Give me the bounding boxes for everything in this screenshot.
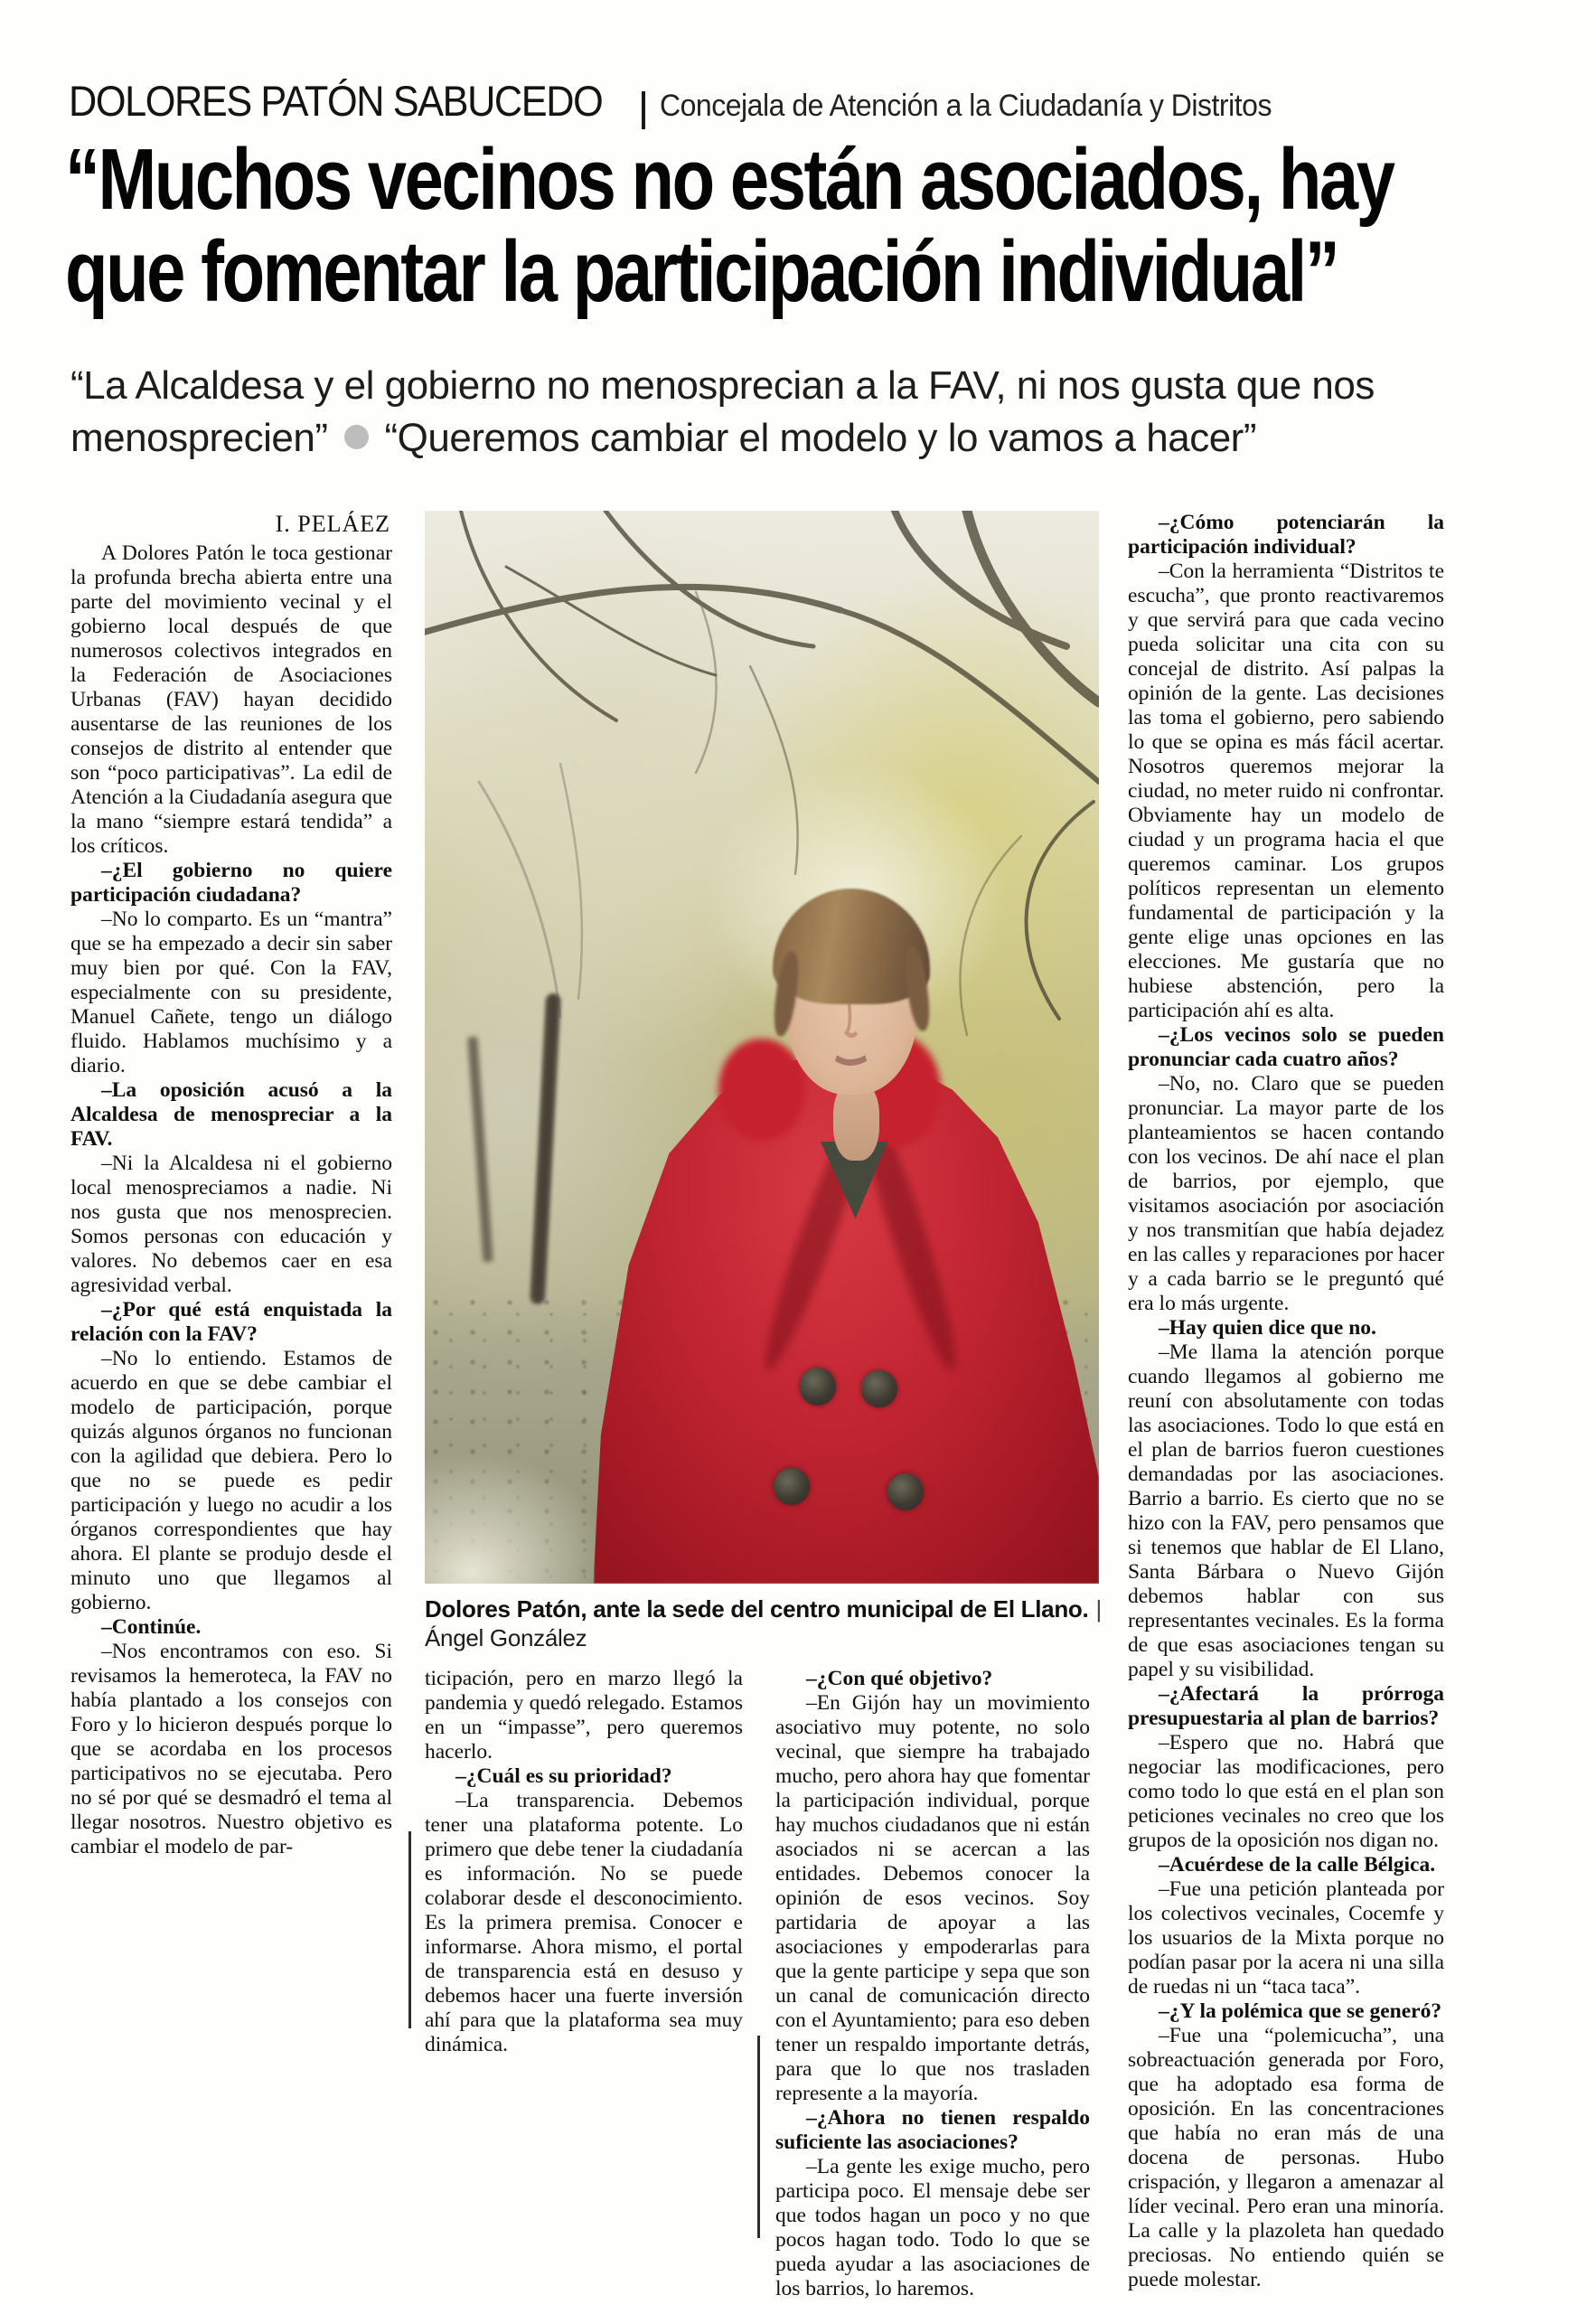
interview-answer: –No lo comparto. Es un “mantra” que se ha empezado a decir sin saber muy bien por qué. Con la FAV, especialmente con su presidente, Manuel Cañete, tengo un diálogo fluido. Hablamos muchísimo y a diario. bbox=[70, 908, 392, 1077]
interview-answer: –La gente les exige mucho, pero participa poco. El mensaje debe ser que todos hagan un poco y no que pocos hagan todo. Todo lo que se pueda ayudar a las asociaciones de los barrios, lo haremos. bbox=[775, 2155, 1090, 2300]
column-1-paragraphs bbox=[70, 541, 392, 1859]
interview-answer: –La transparencia. Debemos tener una plataforma potente. Lo primero que debe tener la ciudadanía es información. No se puede colaborar desde el desconocimiento. Es la primera premisa. Conocer e informarse. Ahora mismo, el portal de transparencia está en desuso y debemos hacer una fuerte inversión ahí para que la plataforma sea muy dinámica. bbox=[425, 1789, 743, 2056]
headline bbox=[65, 131, 1596, 320]
interview-question: –¿Cuál es su prioridad? bbox=[455, 1764, 672, 1788]
byline: I. PELÁEZ bbox=[275, 511, 390, 537]
interview-question: –¿Y la polémica que se generó? bbox=[1159, 1999, 1442, 2023]
interview-question: –¿Los vecinos solo se pueden pronunciar cada cuatro años? bbox=[1128, 1023, 1444, 1071]
interview-question: –La oposición acusó a la Alcaldesa de menospreciar a la FAV. bbox=[70, 1078, 392, 1151]
photo-dolores-paton bbox=[425, 511, 1099, 1584]
coat-button bbox=[774, 1468, 810, 1506]
text-column-2 bbox=[425, 1667, 743, 2057]
text-column-1 bbox=[70, 511, 392, 1859]
headline-line-2: que fomentar la participación individual” bbox=[65, 223, 1338, 320]
column-divider-rule bbox=[408, 1831, 411, 2028]
interview-answer: –Fue una petición planteada por los colectivos vecinales, Cocemfe y los usuarios de la Mixta porque no podían pasar por la acera ni una silla de ruedas ni un “taca taca”. bbox=[1128, 1877, 1444, 1999]
interview-question: –¿El gobierno no quiere participación ciudadana? bbox=[70, 859, 392, 907]
kicker bbox=[69, 76, 1310, 126]
photo-caption bbox=[425, 1594, 1139, 1652]
column-divider-rule bbox=[757, 2036, 760, 2238]
text-column-4 bbox=[1128, 511, 1444, 2292]
interview-question: –¿Por qué está enquistada la relación con la FAV? bbox=[70, 1298, 392, 1346]
coat-button bbox=[887, 1473, 924, 1511]
interview-answer: –No, no. Claro que se pueden pronunciar. La mayor parte de los planteamientos se hacen contando con los vecinos. De ahí nace el plan de barrios, por ejemplo, que visitamos asociación por asociación y nos transmitían que había dejadez en las calles y reparaciones por hacer y a cada barrio se le preguntó qué era lo más urgente. bbox=[1128, 1072, 1444, 1315]
intro-paragraph: A Dolores Patón le toca gestionar la profunda brecha abierta entre una parte del movimiento vecinal y el gobierno local después de que numerosos colectivos integrados en la Federación de Asociaciones Urbanas (FAV) hayan decidido ausentarse de las reuniones de los consejos de distrito al entender que son “poco participativas”. La edil de Atención a la Ciudadanía asegura que la mano “siempre estará tendida” a los críticos. bbox=[70, 541, 392, 858]
caption-text: Dolores Patón, ante la sede del centro municipal de El Llano. bbox=[425, 1595, 1089, 1623]
kicker-separator-bar bbox=[642, 91, 645, 129]
interview-answer: –En Gijón hay un movimiento asociativo muy potente, no solo vecinal, que siempre ha trabajado mucho, pero ahora hay que fomentar la participación individual, porque hay muchos ciudadanos que ni están asociados ni se acercan a las entidades. Debemos conocer la opinión de esos vecinos. Soy partidaria de apoyar a las asociaciones y empoderarlas para que la gente participe y sepa que son un canal de comunicación directo con el Ayuntamiento; para eso deben tener un respaldo importante detrás, para que lo que nos trasladen represente a la mayoría. bbox=[775, 1691, 1090, 2105]
subheadline-quote-1: “La Alcaldesa y el gobierno no menosprecian a la FAV, ni nos gusta que nos menosprecien” bbox=[70, 363, 1375, 460]
subheadline bbox=[70, 360, 1500, 465]
headline-line-1: “Muchos vecinos no están asociados, hay bbox=[65, 131, 1394, 228]
interview-question: –Hay quien dice que no. bbox=[1159, 1316, 1376, 1340]
interview-answer: –Fue una “polemicucha”, una sobreactuación generada por Foro, que ha adoptado esa forma de oposición. En las concentraciones que había no eran más de una docena de personas. Hubo crispación, y llegaron a amenazar al líder vecinal. Pero eran una minoría. La calle y la plazoleta han quedado preciosas. No entiendo quién se puede molestar. bbox=[1128, 2024, 1444, 2291]
column-2-paragraphs bbox=[425, 1667, 743, 2057]
text-column-3 bbox=[775, 1667, 1090, 2301]
coat-button bbox=[861, 1370, 897, 1408]
interview-answer: –Espero que no. Habrá que negociar las modificaciones, pero como todo lo que está en el plan son peticiones vecinales no creo que los grupos de la oposición nos digan no. bbox=[1128, 1731, 1444, 1852]
bullet-separator-icon bbox=[344, 425, 369, 449]
interview-answer-continuation: ticipación, pero en marzo llegó la pandemia y quedó relegado. Estamos en un “impasse”, pero queremos hacerlo. bbox=[425, 1667, 743, 1764]
interview-answer: –Ni la Alcaldesa ni el gobierno local menospreciamos a nadie. Ni nos gusta que nos menosprecien. Somos personas con educación y valores. No debemos caer en esa agresividad verbal. bbox=[70, 1152, 392, 1297]
column-3-paragraphs bbox=[775, 1667, 1090, 2301]
caption-separator: | bbox=[1095, 1595, 1102, 1623]
interview-question: –¿Ahora no tienen respaldo suficiente las asociaciones? bbox=[775, 2106, 1090, 2154]
interview-answer: –No lo entiendo. Estamos de acuerdo en que se debe cambiar el modelo de participación, porque quizás algunos órganos no funcionan con la agilidad que debiera. Pero lo que no se puede es pedir participación y luego no acudir a los órganos correspondientes que hay ahora. El plante se produjo desde el minuto uno que llegamos al gobierno. bbox=[70, 1347, 392, 1614]
interview-answer: –Con la herramienta “Distritos te escucha”, que pronto reactivaremos y que servirá para que cada vecino pueda solicitar una cita con su concejal de distrito. Así palpas la opinión de la gente. Las decisiones las toma el gobierno, pero sabiendo lo que se opina es más fácil acertar. Nosotros queremos mejorar la ciudad, no meter ruido ni confrontar. Obviamente hay un modelo de ciudad y un programa hacia el que queremos caminar. Los grupos políticos representan un elemento fundamental de participación y la gente elige unas opciones en las elecciones. Me gustaría que no hubiese abstención, pero la participación ahí es alta. bbox=[1128, 560, 1444, 1022]
interview-question: –¿Afectará la prórroga presupuestaria al plan de barrios? bbox=[1128, 1682, 1444, 1730]
interview-answer: –Me llama la atención porque cuando llegamos al gobierno me reuní con absolutamente con todas las asociaciones. Todo lo que está en el plan de barrios fueron cuestiones demandadas por las asociaciones. Barrio a barrio. Es cierto que no se hizo con la FAV, pero pensamos que si tenemos que hablar de El Llano, Santa Bárbara o Nuevo Gijón debemos hablar con sus representantes vecinales. Es la forma de que esas asociaciones tengan su papel y su visibilidad. bbox=[1128, 1340, 1444, 1681]
interview-question: –Continúe. bbox=[101, 1615, 202, 1639]
interviewee-name: DOLORES PATÓN SABUCEDO bbox=[69, 77, 603, 125]
coat-button bbox=[800, 1368, 836, 1406]
interview-question: –¿Cómo potenciarán la participación individual? bbox=[1128, 511, 1444, 559]
column-4-paragraphs bbox=[1128, 511, 1444, 2292]
interview-answer: –Nos encontramos con eso. Si revisamos la hemeroteca, la FAV no había plantado a los consejos con Foro y lo hicieron después porque lo que se acordaba en los procesos participativos no se ejecutaba. Pero no sé por qué se desmadró el tema al llegar nosotros. Nuestro objetivo es cambiar el modelo de par- bbox=[70, 1640, 392, 1858]
interview-question: –¿Con qué objetivo? bbox=[806, 1667, 993, 1690]
subheadline-quote-2: “Queremos cambiar el modelo y lo vamos a hacer” bbox=[384, 416, 1256, 460]
photo-credit: Ángel González bbox=[425, 1624, 587, 1651]
interview-question: –Acuérdese de la calle Bélgica. bbox=[1159, 1853, 1436, 1877]
interviewee-role: Concejala de Atención a la Ciudadanía y Distritos bbox=[659, 89, 1272, 123]
